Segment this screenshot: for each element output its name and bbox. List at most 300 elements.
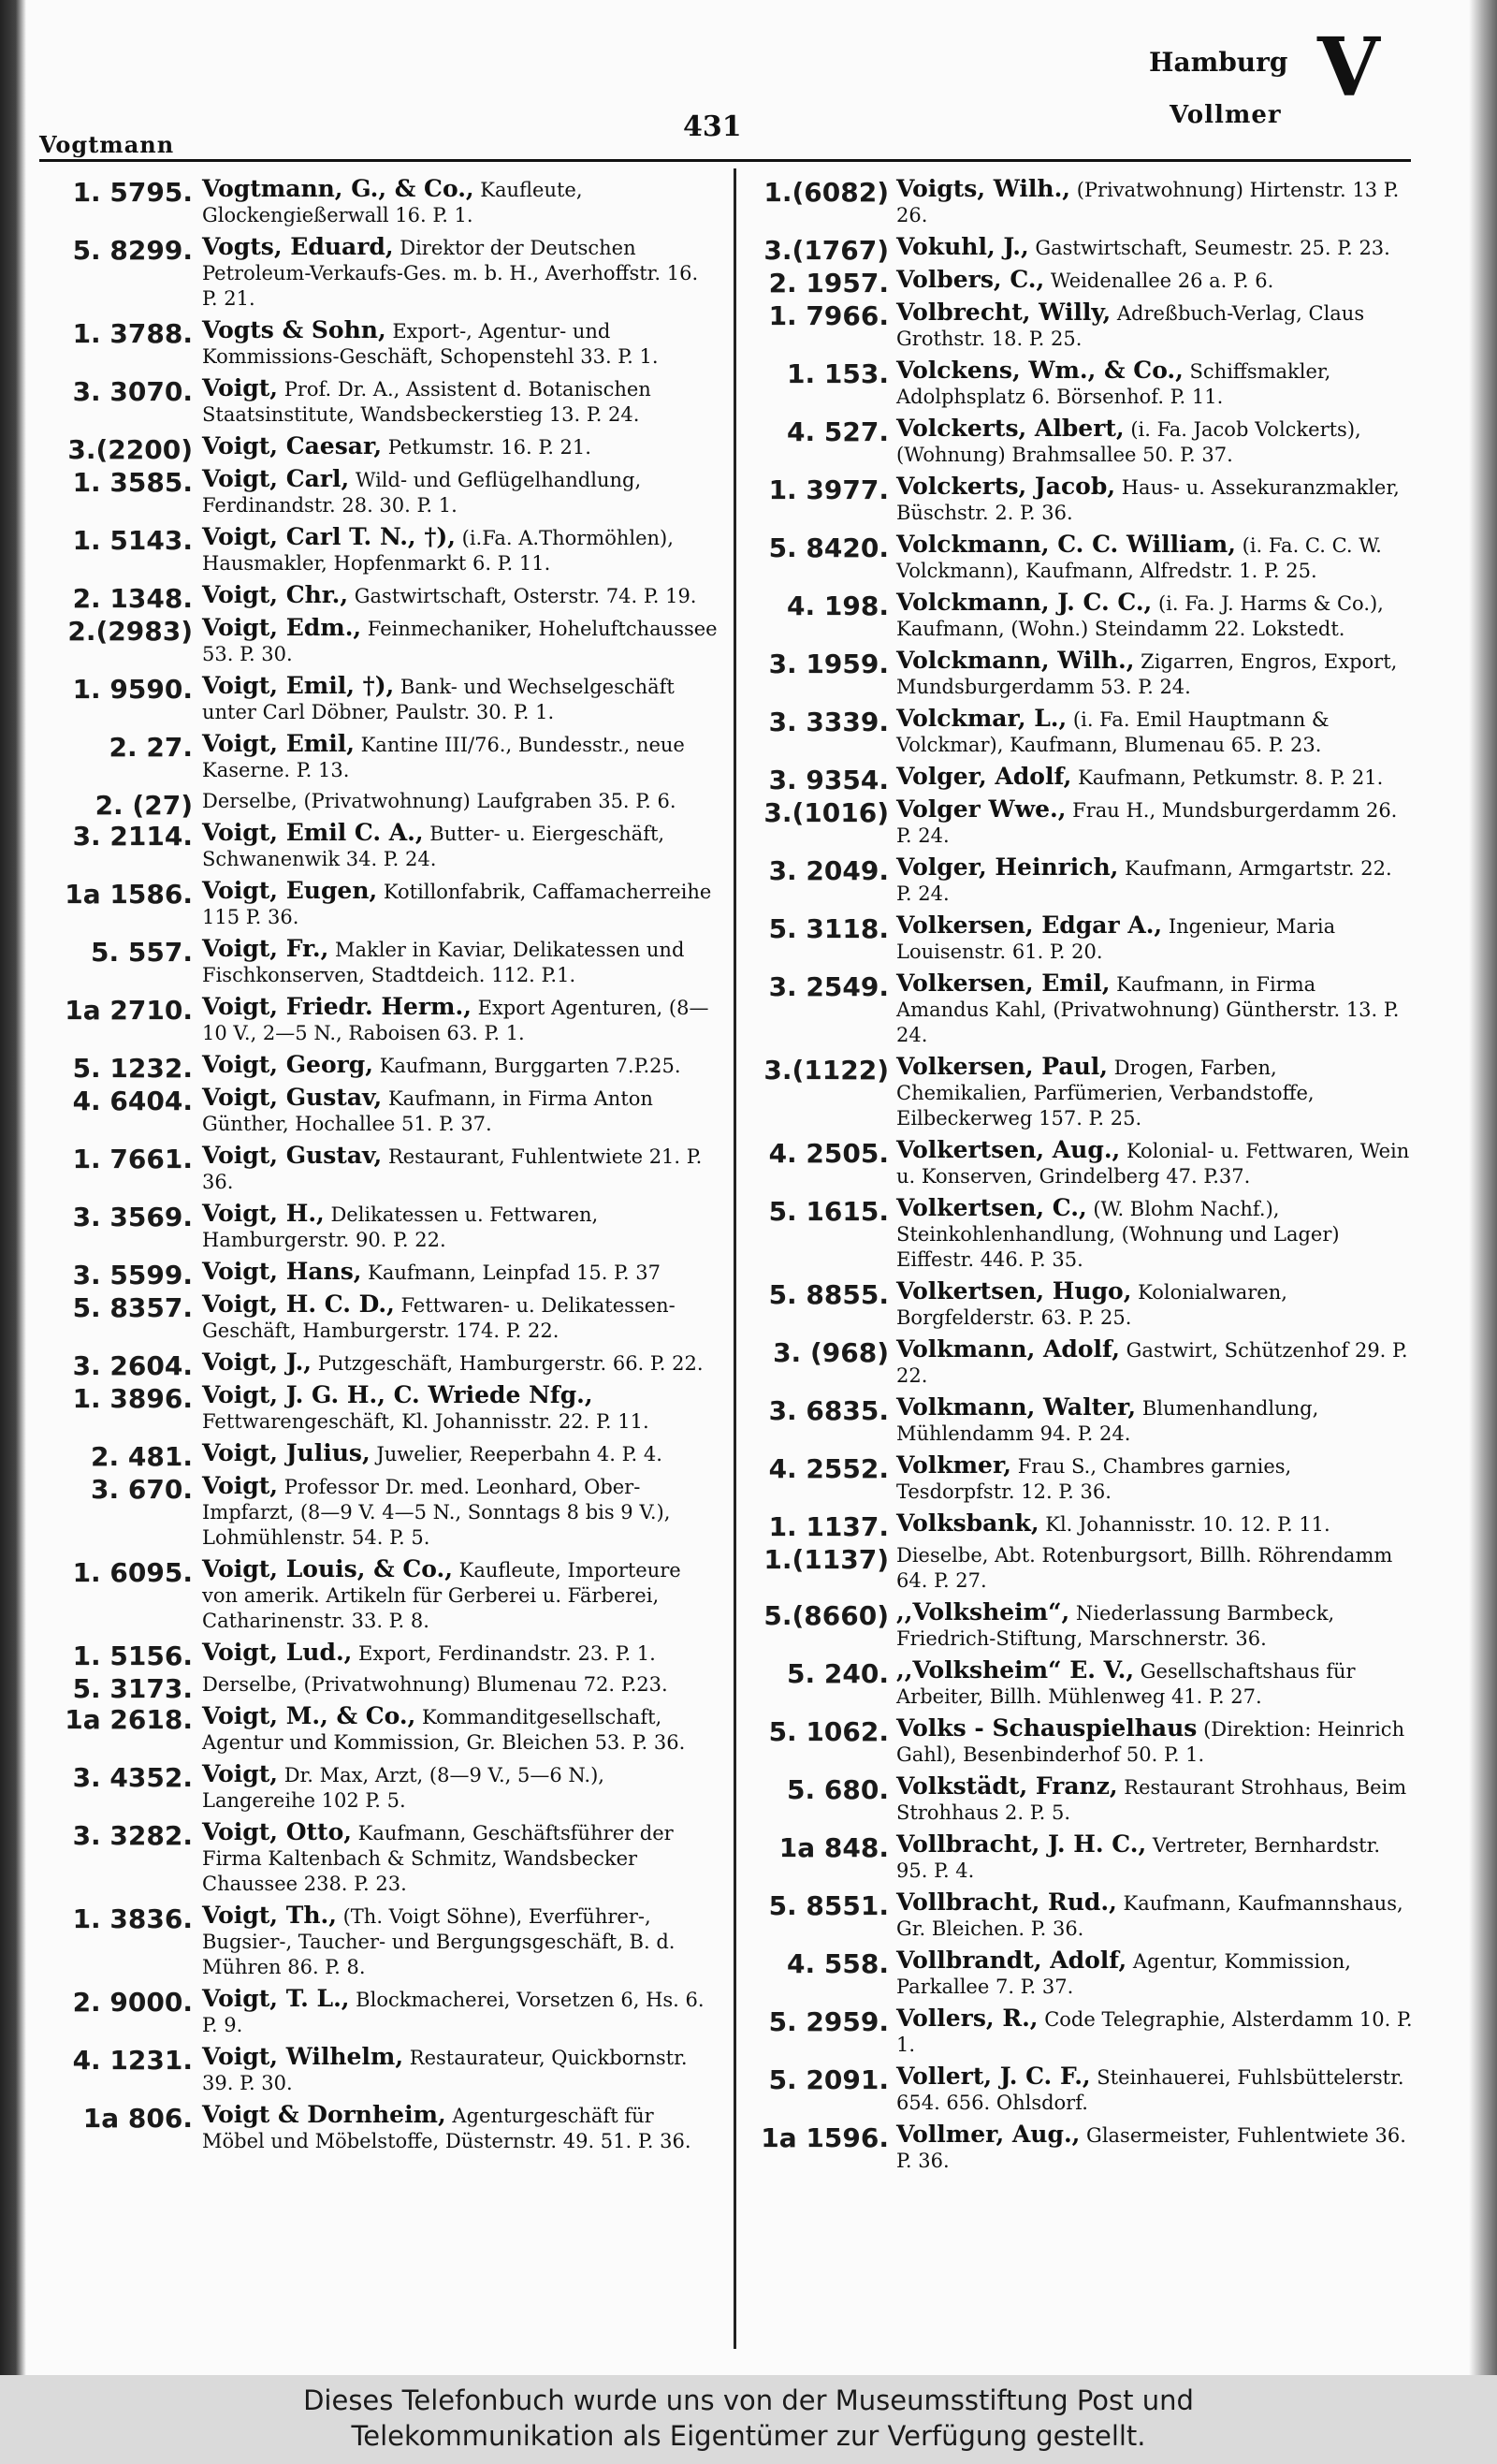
- entry-text: [202, 1201, 719, 1253]
- subscriber-name: Volbers, C.,: [896, 266, 1045, 293]
- directory-entry: [747, 176, 1413, 228]
- entry-details: Export-, Agentur- und Kommissions-Geschäft, Schopenstehl 33. P. 1.: [202, 320, 659, 368]
- entry-details: Kaufleute, Importeure von amerik. Artikeln für Gerberei u. Färberei, Catharinenstr. 33. P. 8.: [202, 1559, 681, 1632]
- entry-text: [896, 1510, 1413, 1538]
- directory-entry: [747, 1195, 1413, 1273]
- entry-text: [202, 936, 719, 988]
- directory-entry: [36, 673, 719, 725]
- directory-entry: [36, 936, 719, 988]
- entry-text: [202, 1761, 719, 1814]
- phone-number: 1. 3977.: [768, 474, 889, 505]
- entry-text: [896, 706, 1413, 758]
- phone-number: 2. 1957.: [768, 268, 889, 299]
- phone-number: 5. 8357.: [72, 1292, 193, 1323]
- entry-text: [202, 234, 719, 312]
- directory-entry: [747, 1947, 1413, 2000]
- directory-entry: [747, 1137, 1413, 1189]
- subscriber-name: Voigt, Fr.,: [202, 935, 329, 962]
- directory-entry: [747, 1889, 1413, 1942]
- directory-entry: [36, 1703, 719, 1756]
- directory-entry: [36, 1085, 719, 1137]
- entry-details: Derselbe, (Privatwohnung) Laufgraben 35. P. 6.: [202, 790, 676, 812]
- entry-details: Direktor der Deutschen Petroleum-Verkaufs-Ges. m. b. H., Averhoffstr. 16. P. 21.: [202, 237, 699, 310]
- entry-text: [896, 1336, 1413, 1389]
- entry-details: Gastwirtschaft, Seumestr. 25. P. 23.: [1035, 237, 1390, 259]
- phone-number: 3.(1767): [763, 235, 889, 266]
- entry-text: [202, 375, 719, 428]
- entry-details: Niederlassung Barmbeck, Friedrich-Stiftung, Marschnerstr. 36.: [896, 1602, 1335, 1650]
- subscriber-name: ,,Volksheim“ E. V.,: [896, 1656, 1135, 1684]
- phone-number: 5. 8420.: [768, 532, 889, 563]
- phone-number: 1. 3836.: [72, 1903, 193, 1934]
- directory-entry: [36, 1761, 719, 1814]
- subscriber-name: Voigt, Otto,: [202, 1818, 352, 1845]
- phone-number: 1a 848.: [778, 1832, 889, 1863]
- entry-details: Fettwaren- u. Delikatessen-Geschäft, Hamburgerstr. 174. P. 22.: [202, 1294, 676, 1342]
- entry-text: [202, 1143, 719, 1195]
- subscriber-name: Vollers, R.,: [896, 2005, 1039, 2032]
- subscriber-name: Volkertsen, Hugo,: [896, 1277, 1132, 1305]
- directory-entry: [747, 1509, 1413, 1542]
- directory-entry: [747, 970, 1413, 1048]
- entry-text: [896, 474, 1413, 526]
- entry-details: Kaufmann, Armgartstr. 22. P. 24.: [896, 857, 1392, 905]
- entry-details: Professor Dr. med. Leonhard, Ober-Impfarzt, (8—9 V. 4—5 N., Sonntags 8 bis 9 V.), Lohmühlenstr. 54. P. 5.: [202, 1476, 671, 1549]
- directory-entry: [747, 1394, 1413, 1447]
- phone-number: 2. 481.: [91, 1441, 193, 1472]
- directory-entry: [36, 1819, 719, 1897]
- entry-text: [202, 1052, 719, 1079]
- entry-text: [896, 2063, 1413, 2116]
- entry-text: [896, 1599, 1413, 1652]
- entry-text: [202, 1819, 719, 1897]
- entry-text: [896, 2121, 1413, 2174]
- phone-number: 3. 3569.: [72, 1202, 193, 1232]
- phone-number: 5. 3173.: [72, 1673, 193, 1704]
- entry-text: [896, 176, 1413, 228]
- phone-number: 5. 2091.: [768, 2064, 889, 2095]
- entry-text: [202, 2102, 719, 2154]
- subscriber-name: Voigt, Emil, †),: [202, 672, 395, 699]
- directory-entry: [36, 2044, 719, 2096]
- entry-text: [896, 1195, 1413, 1273]
- directory-entry: [747, 1599, 1413, 1652]
- subscriber-name: Vollmer, Aug.,: [896, 2121, 1081, 2148]
- subscriber-name: Voigt, Julius,: [202, 1439, 371, 1466]
- directory-entry: [36, 820, 719, 872]
- directory-entry: [36, 524, 719, 576]
- entry-details: (Privatwohnung) Hirtenstr. 13 P. 26.: [896, 179, 1400, 226]
- entry-details: (i.Fa. A.Thormöhlen), Hausmakler, Hopfenmarkt 6. P. 11.: [202, 527, 674, 575]
- directory-entry: [36, 375, 719, 428]
- phone-number: 5. 240.: [787, 1658, 889, 1689]
- directory-entry: [36, 1291, 719, 1344]
- entry-text: [896, 234, 1413, 261]
- entry-text: [202, 1440, 719, 1467]
- entry-details: Agenturgeschäft für Möbel und Möbelstoffe, Düsternstr. 49. 51. P. 36.: [202, 2105, 691, 2152]
- phone-number: 1a 806.: [82, 2103, 193, 2134]
- entry-text: [896, 1947, 1413, 2000]
- phone-number: 3. 4352.: [72, 1762, 193, 1793]
- phone-number: 3. 9354.: [768, 765, 889, 795]
- phone-number: 1. 153.: [787, 358, 889, 389]
- phone-number: 3. 3282.: [72, 1820, 193, 1851]
- phone-number: 1. 9590.: [72, 674, 193, 705]
- phone-number: 4. 2552.: [768, 1453, 889, 1484]
- entry-text: [202, 1259, 719, 1286]
- entry-text: [202, 615, 719, 667]
- subscriber-name: Voigt, J.,: [202, 1349, 312, 1376]
- entry-text: [202, 994, 719, 1046]
- entry-details: Frau H., Mundsburgerdamm 26. P. 24.: [896, 799, 1398, 847]
- phone-number: 3. 670.: [91, 1474, 193, 1505]
- entry-details: Kaufmann, Geschäftsführer der Firma Kaltenbach & Schmitz, Wandsbecker Chaussee 238. P. 23.: [202, 1822, 674, 1895]
- directory-entry: [36, 1439, 719, 1472]
- directory-entry: [36, 731, 719, 783]
- directory-entry: [36, 789, 719, 821]
- header-rule: [39, 159, 1411, 162]
- directory-entry: [747, 1278, 1413, 1331]
- entry-details: Restaurateur, Quickbornstr. 39. P. 30.: [202, 2047, 688, 2094]
- directory-entry: [36, 1382, 719, 1435]
- directory-entry: [747, 2005, 1413, 2058]
- subscriber-name: Voigt, Louis, & Co.,: [202, 1555, 453, 1582]
- subscriber-name: Vollbracht, J. H. C.,: [896, 1830, 1147, 1858]
- subscriber-name: Volckmann, J. C. C.,: [896, 589, 1153, 616]
- entry-text: [202, 317, 719, 370]
- entry-text: [896, 1543, 1413, 1594]
- entry-details: Wild- und Geflügelhandlung, Ferdinandstr. 28. 30. P. 1.: [202, 469, 642, 517]
- phone-number: 3. 1959.: [768, 649, 889, 679]
- phone-number: 3. 2049.: [768, 855, 889, 886]
- entry-details: Vertreter, Bernhardstr. 95. P. 4.: [896, 1834, 1380, 1882]
- phone-number: 1. 5156.: [72, 1640, 193, 1671]
- phone-number: 4. 6404.: [72, 1086, 193, 1116]
- directory-entry: [747, 357, 1413, 410]
- entry-details: Kolonialwaren, Borgfelderstr. 63. P. 25.: [896, 1281, 1287, 1329]
- subscriber-name: Voigt, J. G. H., C. Wriede Nfg.,: [202, 1381, 593, 1408]
- directory-entry: [36, 1473, 719, 1551]
- entry-text: [896, 912, 1413, 965]
- entry-text: [202, 582, 719, 609]
- subscriber-name: Volkersen, Edgar A.,: [896, 911, 1163, 939]
- phone-number: 5. 680.: [787, 1774, 889, 1805]
- running-head-city: Hamburg: [1149, 47, 1288, 78]
- phone-number: 4. 2505.: [768, 1138, 889, 1169]
- phone-number: 5. 1615.: [768, 1196, 889, 1227]
- subscriber-name: Volkmann, Walter,: [896, 1393, 1137, 1421]
- phone-number: 5. 8299.: [72, 235, 193, 266]
- phone-number: 5. 3118.: [768, 913, 889, 944]
- directory-entry: [747, 1054, 1413, 1131]
- entry-text: [202, 731, 719, 783]
- directory-entry: [36, 176, 719, 228]
- directory-entry: [747, 1336, 1413, 1389]
- subscriber-name: Voigt, Carl,: [202, 465, 350, 492]
- entry-text: [202, 466, 719, 518]
- subscriber-name: Voigt, Gustav,: [202, 1142, 383, 1169]
- subscriber-name: Voigt, Wilhelm,: [202, 2043, 404, 2070]
- phone-number: 1. 6095.: [72, 1557, 193, 1588]
- directory-entry: [747, 763, 1413, 795]
- entry-text: [896, 590, 1413, 642]
- entry-text: [202, 1640, 719, 1667]
- entry-details: Kl. Johannisstr. 10. 12. P. 11.: [1045, 1513, 1330, 1536]
- directory-entry: [747, 648, 1413, 700]
- subscriber-name: Volger Wwe.,: [896, 795, 1067, 823]
- phone-number: 1. 5795.: [72, 177, 193, 208]
- phone-number: 1. 3896.: [72, 1383, 193, 1414]
- phone-number: 3. 2114.: [72, 821, 193, 852]
- phone-number: 1. 5143.: [72, 525, 193, 556]
- phone-number: 5. 1232.: [72, 1053, 193, 1084]
- subscriber-name: Voigt, M., & Co.,: [202, 1702, 416, 1729]
- entry-text: [202, 1672, 719, 1698]
- running-head-right: Vollmer: [1170, 101, 1282, 129]
- subscriber-name: Voigt, Eugen,: [202, 877, 378, 904]
- running-head-left: Vogtmann: [39, 131, 175, 158]
- subscriber-name: Voigt, Georg,: [202, 1051, 373, 1078]
- entry-details: Code Telegraphie, Alsterdamm 10. P. 1.: [896, 2008, 1413, 2056]
- subscriber-name: Volkstädt, Franz,: [896, 1772, 1118, 1800]
- directory-entry: [36, 1051, 719, 1084]
- entry-details: (Direktion: Heinrich Gahl), Besenbinderhof 50. P. 1.: [896, 1718, 1405, 1766]
- left-column: [36, 176, 719, 2160]
- phone-number: 3.(1122): [763, 1055, 889, 1086]
- directory-entry: [36, 878, 719, 930]
- phone-number: 2. 9000.: [72, 1987, 193, 2018]
- entry-details: Adreßbuch-Verlag, Claus Grothstr. 18. P. 25.: [896, 302, 1365, 350]
- directory-entry: [36, 1349, 719, 1381]
- entry-details: Restaurant Strohhaus, Beim Strohhaus 2. P. 5.: [896, 1776, 1407, 1824]
- entry-text: [202, 1986, 719, 2038]
- subscriber-name: Volkersen, Emil,: [896, 970, 1111, 997]
- entry-text: [202, 1291, 719, 1344]
- entry-details: Agentur, Kommission, Parkallee 7. P. 37.: [896, 1950, 1351, 1998]
- subscriber-name: Volks - Schauspielhaus: [896, 1714, 1198, 1742]
- footer-note: [0, 2375, 1497, 2464]
- subscriber-name: Volksbank,: [896, 1509, 1039, 1537]
- phone-number: 3. 3070.: [72, 376, 193, 407]
- subscriber-name: Voigt,: [202, 1472, 279, 1499]
- phone-number: 2. 1348.: [72, 583, 193, 614]
- subscriber-name: Voigt, T. L.,: [202, 1985, 350, 2012]
- entry-text: [896, 854, 1413, 907]
- directory-entry: [747, 1657, 1413, 1710]
- entry-text: [896, 1715, 1413, 1768]
- subscriber-name: ,,Volksheim“,: [896, 1598, 1070, 1626]
- phone-number: 5. 1062.: [768, 1716, 889, 1747]
- entry-text: [202, 673, 719, 725]
- directory-entry: [747, 796, 1413, 849]
- subscriber-name: Vogts & Sohn,: [202, 316, 386, 343]
- directory-entry: [36, 1903, 719, 1980]
- directory-entry: [747, 233, 1413, 266]
- subscriber-name: Vollbrandt, Adolf,: [896, 1946, 1127, 1974]
- subscriber-name: Volkertsen, Aug.,: [896, 1136, 1121, 1163]
- entry-text: [896, 1773, 1413, 1826]
- entry-details: Ingenieur, Maria Louisenstr. 61. P. 20.: [896, 915, 1336, 963]
- column-divider: [734, 168, 736, 2349]
- entry-text: [202, 1556, 719, 1634]
- directory-entry: [36, 432, 719, 465]
- entry-details: Export, Ferdinandstr. 23. P. 1.: [358, 1642, 656, 1665]
- entry-text: [896, 416, 1413, 468]
- entry-text: [202, 878, 719, 930]
- entry-details: Glasermeister, Fuhlentwiete 36. P. 36.: [896, 2124, 1406, 2172]
- entry-details: Haus- u. Assekuranzmakler, Büschstr. 2. P. 36.: [896, 476, 1400, 524]
- subscriber-name: Voigt, Hans,: [202, 1258, 362, 1285]
- directory-entry: [747, 416, 1413, 468]
- directory-entry: [36, 1143, 719, 1195]
- entry-details: Kaufmann, Leinpfad 15. P. 37: [368, 1261, 661, 1284]
- entry-text: [202, 433, 719, 460]
- phone-number: 4. 558.: [787, 1948, 889, 1979]
- entry-text: [896, 1137, 1413, 1189]
- directory-entry: [36, 994, 719, 1046]
- entry-text: [202, 1903, 719, 1980]
- entry-text: [202, 1473, 719, 1551]
- directory-entry: [36, 1201, 719, 1253]
- entry-details: Kaufmann, in Firma Amandus Kahl, (Privatwohnung) Güntherstr. 13. P. 24.: [896, 973, 1400, 1046]
- phone-number: 2. (27): [94, 790, 193, 821]
- entry-text: [896, 2005, 1413, 2058]
- entry-text: [202, 524, 719, 576]
- entry-text: [202, 1349, 719, 1377]
- entry-details: Restaurant, Fuhlentwiete 21. P. 36.: [202, 1145, 703, 1193]
- directory-entry: [36, 1986, 719, 2038]
- entry-text: [896, 1054, 1413, 1131]
- directory-entry: [747, 1773, 1413, 1826]
- entry-text: [896, 299, 1413, 352]
- directory-entry: [36, 1639, 719, 1671]
- phone-number: 4. 527.: [787, 416, 889, 447]
- phone-number: 3. 6835.: [768, 1395, 889, 1426]
- phone-number: 3. (968): [773, 1337, 889, 1368]
- subscriber-name: Volckerts, Albert,: [896, 415, 1125, 442]
- entry-details: Petkumstr. 16. P. 21.: [387, 436, 591, 459]
- subscriber-name: Voigt, Th.,: [202, 1902, 337, 1929]
- entry-details: Blockmacherei, Vorsetzen 6, Hs. 6. P. 9.: [202, 1989, 705, 2036]
- subscriber-name: Voigt & Dornheim,: [202, 2101, 446, 2128]
- subscriber-name: Voigt, Carl T. N., †),: [202, 523, 456, 550]
- page-edge-right: [1469, 0, 1497, 2375]
- subscriber-name: Volckens, Wm., & Co.,: [896, 357, 1184, 384]
- directory-entry: [747, 2121, 1413, 2174]
- directory-entry: [747, 1715, 1413, 1768]
- subscriber-name: Voigt,: [202, 374, 279, 401]
- entry-text: [202, 2044, 719, 2096]
- entry-details: Dr. Max, Arzt, (8—9 V., 5—6 N.), Langereihe 102 P. 5.: [202, 1764, 604, 1812]
- directory-entry: [36, 581, 719, 614]
- entry-details: (i. Fa. Emil Hauptmann & Volckmar), Kaufmann, Blumenau 65. P. 23.: [896, 708, 1330, 756]
- subscriber-name: Volckmann, C. C. William,: [896, 531, 1236, 558]
- subscriber-name: Volckmar, L.,: [896, 705, 1068, 732]
- entry-details: Schiffsmakler, Adolphsplatz 6. Börsenhof. P. 11.: [896, 360, 1331, 408]
- entry-details: (Th. Voigt Söhne), Everführer-, Bugsier-, Taucher- und Bergungsgeschäft, B. d. Mühren 86. P. 8.: [202, 1905, 676, 1978]
- phone-number: 2.(2983): [67, 616, 193, 647]
- phone-number: 1. 3788.: [72, 318, 193, 349]
- page-edge-left: [0, 0, 26, 2375]
- entry-details: Delikatessen u. Fettwaren, Hamburgerstr. 90. P. 22.: [202, 1203, 599, 1251]
- directory-entry: [747, 474, 1413, 526]
- entry-details: Kaufleute, Glockengießerwall 16. P. 1.: [202, 179, 583, 226]
- phone-number: 5. 557.: [91, 937, 193, 968]
- subscriber-name: Voigt, H. C. D.,: [202, 1290, 395, 1318]
- phone-number: 1a 1586.: [65, 879, 193, 910]
- entry-text: [896, 796, 1413, 849]
- directory-entry: [36, 615, 719, 667]
- subscriber-name: Voigt, Edm.,: [202, 614, 362, 641]
- subscriber-name: Volckmann, Wilh.,: [896, 647, 1135, 674]
- entry-text: [202, 1703, 719, 1756]
- entry-details: Frau S., Chambres garnies, Tesdorpfstr. 12. P. 36.: [896, 1455, 1292, 1503]
- directory-entry: [36, 1672, 719, 1704]
- subscriber-name: Voigt, Chr.,: [202, 581, 349, 608]
- entry-text: [896, 970, 1413, 1048]
- right-column: [747, 176, 1413, 2180]
- entry-text: [896, 1889, 1413, 1942]
- entry-details: Gesellschaftshaus für Arbeiter, Billh. Mühlenweg 41. P. 27.: [896, 1660, 1356, 1708]
- entry-details: (i. Fa. Jacob Volckerts), (Wohnung) Brahmsallee 50. P. 37.: [896, 418, 1361, 466]
- entry-details: Fettwarengeschäft, Kl. Johannisstr. 22. P. 11.: [202, 1410, 649, 1433]
- entry-text: [896, 1394, 1413, 1447]
- directory-entry: [747, 1543, 1413, 1594]
- entry-details: Feinmechaniker, Hoheluftchaussee 53. P. 30.: [202, 618, 718, 665]
- directory-entry: [747, 706, 1413, 758]
- subscriber-name: Vogtmann, G., & Co.,: [202, 175, 474, 202]
- entry-details: (i. Fa. J. Harms & Co.), Kaufmann, (Wohn.) Steindamm 22. Lokstedt.: [896, 592, 1384, 640]
- subscriber-name: Volckerts, Jacob,: [896, 473, 1116, 500]
- entry-details: Kaufmann, Kaufmannshaus, Gr. Bleichen. P. 36.: [896, 1892, 1403, 1940]
- entry-details: (W. Blohm Nachf.), Steinkohlenhandlung, (Wohnung und Lager) Eiffestr. 446. P. 35.: [896, 1198, 1340, 1271]
- phone-number: 5.(8660): [763, 1600, 889, 1631]
- entry-details: Gastwirt, Schützenhof 29. P. 22.: [896, 1339, 1408, 1387]
- entry-details: Juwelier, Reeperbahn 4. P. 4.: [376, 1443, 662, 1465]
- entry-text: [202, 789, 719, 814]
- phone-number: 5. 8855.: [768, 1279, 889, 1310]
- directory-entry: [36, 234, 719, 312]
- entry-text: [896, 267, 1413, 294]
- phone-number: 1. 1137.: [768, 1511, 889, 1542]
- phone-number: 1. 3585.: [72, 467, 193, 498]
- phone-number: 3.(2200): [67, 434, 193, 465]
- footer-line-1: Dieses Telefonbuch wurde uns von der Museumsstiftung Post und: [303, 2384, 1194, 2416]
- directory-entry: [36, 1556, 719, 1634]
- subscriber-name: Volkmann, Adolf,: [896, 1335, 1120, 1363]
- entry-text: [202, 1382, 719, 1435]
- phone-number: 3. 5599.: [72, 1260, 193, 1290]
- subscriber-name: Voigt, Friedr. Herm.,: [202, 993, 472, 1020]
- entry-text: [896, 357, 1413, 410]
- subscriber-name: Voigt, H.,: [202, 1200, 325, 1227]
- directory-entry: [36, 1258, 719, 1290]
- phone-number: 3. 3339.: [768, 707, 889, 737]
- subscriber-name: Voigt,: [202, 1760, 279, 1787]
- directory-entry: [36, 2102, 719, 2154]
- entry-text: [896, 1657, 1413, 1710]
- subscriber-name: Voigt, Emil C. A.,: [202, 819, 424, 846]
- subscriber-name: Volkertsen, C.,: [896, 1194, 1087, 1221]
- phone-number: 1. 7661.: [72, 1144, 193, 1174]
- footer-line-2: Telekommunikation als Eigentümer zur Verfügung gestellt.: [351, 2420, 1146, 2452]
- entry-details: Zigarren, Engros, Export, Mundsburgerdamm 53. P. 24.: [896, 650, 1398, 698]
- directory-entry: [747, 912, 1413, 965]
- directory-entry: [36, 466, 719, 518]
- subscriber-name: Volkmer,: [896, 1451, 1012, 1479]
- phone-number: 3. 2549.: [768, 971, 889, 1002]
- subscriber-name: Voigt, Lud.,: [202, 1639, 353, 1666]
